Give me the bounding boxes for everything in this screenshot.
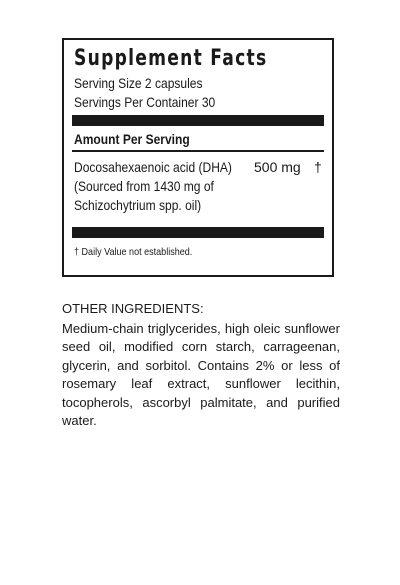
other-ingredients-heading: OTHER INGREDIENTS: [62,301,204,316]
bottom-divider-bar [72,227,324,238]
nutrient-amount: 500 mg [254,159,301,175]
source-line-2: Schizochytrium spp. oil) [74,197,202,213]
daily-value-footnote: † Daily Value not established. [74,246,193,258]
nutrient-row [74,158,322,177]
nutrient-daily-value: † [314,159,322,175]
nutrient-name: Docosahexaenoic acid (DHA) [74,159,232,175]
supplement-facts-title: Supplement Facts [74,46,268,71]
top-divider-bar [72,115,324,126]
source-line-1: (Sourced from 1430 mg of [74,178,214,194]
amount-per-serving-heading: Amount Per Serving [74,131,190,147]
servings-per-container: Servings Per Container 30 [74,94,216,110]
heading-rule [72,150,324,152]
serving-size: Serving Size 2 capsules [74,75,203,91]
other-ingredients-section [62,300,340,431]
supplement-facts-panel [62,38,334,277]
other-ingredients-text: Medium-chain triglycerides, high oleic sunflower seed oil, modified corn starch, carrageenan, glycerin, and sorbitol. Contains 2% or less of rosemary leaf extract, sunflower lecithin, tocopherols, ascorbyl palmitate, and purified water. [62,320,340,428]
